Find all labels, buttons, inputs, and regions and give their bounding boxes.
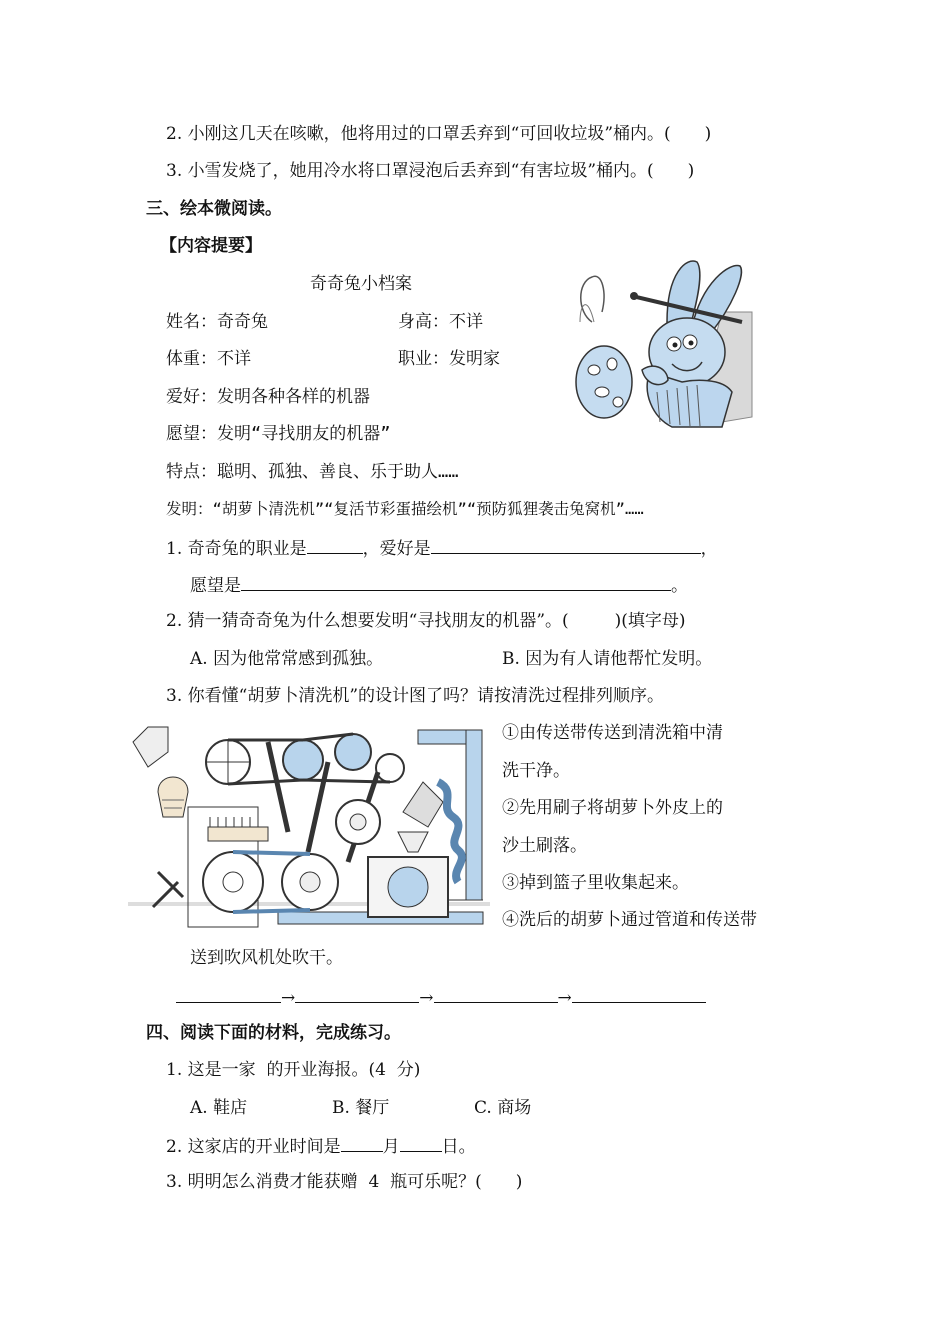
question-2-2: 2. 小刚这几天在咳嗽，他将用过的口罩丢弃到“可回收垃圾”桶内。( ): [166, 124, 712, 144]
step-2: ②先用刷子将胡萝卜外皮上的: [502, 798, 723, 818]
profile-inventions: 发明：“胡萝卜清洗机”“复活节彩蛋描绘机”“预防狐狸袭击兔窝机”……: [166, 500, 644, 518]
question-3-3: 3. 你看懂“胡萝卜清洗机”的设计图了吗？请按清洗过程排列顺序。: [166, 686, 665, 706]
profile-weight: 体重：不详: [166, 349, 251, 369]
job-answer-blank[interactable]: [307, 535, 363, 554]
option-a-shoe-store[interactable]: A. 鞋店: [190, 1098, 248, 1118]
question-3-1-cont: 愿望是 。: [190, 572, 688, 598]
step-1-cont: 洗干净。: [502, 761, 570, 781]
rabbit-illustration: [572, 252, 754, 432]
carrot-washer-diagram: [128, 722, 490, 928]
order-blank-4[interactable]: [572, 984, 706, 1003]
day-blank[interactable]: [400, 1133, 442, 1152]
step-2-cont: 沙土刷落。: [502, 836, 587, 856]
step-4-cont: 送到吹风机处吹干。: [190, 948, 343, 968]
option-a[interactable]: A. 因为他常常感到孤独。: [190, 649, 384, 669]
profile-hobby: 爱好：发明各种各样的机器: [166, 387, 370, 407]
profile-traits: 特点：聪明、孤独、善良、乐于助人……: [166, 462, 459, 482]
option-b[interactable]: B. 因为有人请他帮忙发明。: [502, 649, 713, 669]
step-3: ③掉到篮子里收集起来。: [502, 873, 689, 893]
question-4-2: 2. 这家店的开业时间是 月 日。: [166, 1133, 476, 1159]
section-3-heading: 三、绘本微阅读。: [146, 199, 282, 219]
order-blank-1[interactable]: [176, 984, 281, 1003]
order-answer-row: → → →: [176, 984, 706, 1010]
profile-job: 职业：发明家: [398, 349, 500, 369]
hobby-answer-blank[interactable]: [431, 535, 701, 554]
question-3-2: 2. 猜一猜奇奇兔为什么想要发明“寻找朋友的机器”。( )(填字母): [166, 611, 686, 631]
wish-answer-blank[interactable]: [241, 572, 671, 591]
profile-wish: 愿望：发明“寻找朋友的机器”: [166, 424, 391, 444]
profile-name: 姓名：奇奇兔: [166, 312, 268, 332]
question-2-3: 3. 小雪发烧了，她用冷水将口罩浸泡后丢弃到“有害垃圾”桶内。( ): [166, 161, 695, 181]
order-blank-3[interactable]: [434, 984, 558, 1003]
order-blank-2[interactable]: [295, 984, 419, 1003]
step-4: ④洗后的胡萝卜通过管道和传送带: [502, 910, 757, 930]
profile-title: 奇奇兔小档案: [310, 274, 412, 294]
month-blank[interactable]: [341, 1133, 383, 1152]
option-c-mall[interactable]: C. 商场: [474, 1098, 532, 1118]
profile-height: 身高：不详: [398, 312, 483, 332]
section-4-heading: 四、阅读下面的材料，完成练习。: [146, 1023, 401, 1043]
question-4-1: 1. 这是一家 的开业海报。(4 分): [166, 1060, 421, 1080]
question-3-1: 1. 奇奇兔的职业是 ，爱好是 ，: [166, 535, 718, 561]
question-4-3: 3. 明明怎么消费才能获赠 4 瓶可乐呢？( ): [166, 1172, 523, 1192]
step-1: ①由传送带传送到清洗箱中清: [502, 723, 723, 743]
summary-label: 【内容提要】: [160, 236, 262, 256]
option-b-restaurant[interactable]: B. 餐厅: [332, 1098, 390, 1118]
